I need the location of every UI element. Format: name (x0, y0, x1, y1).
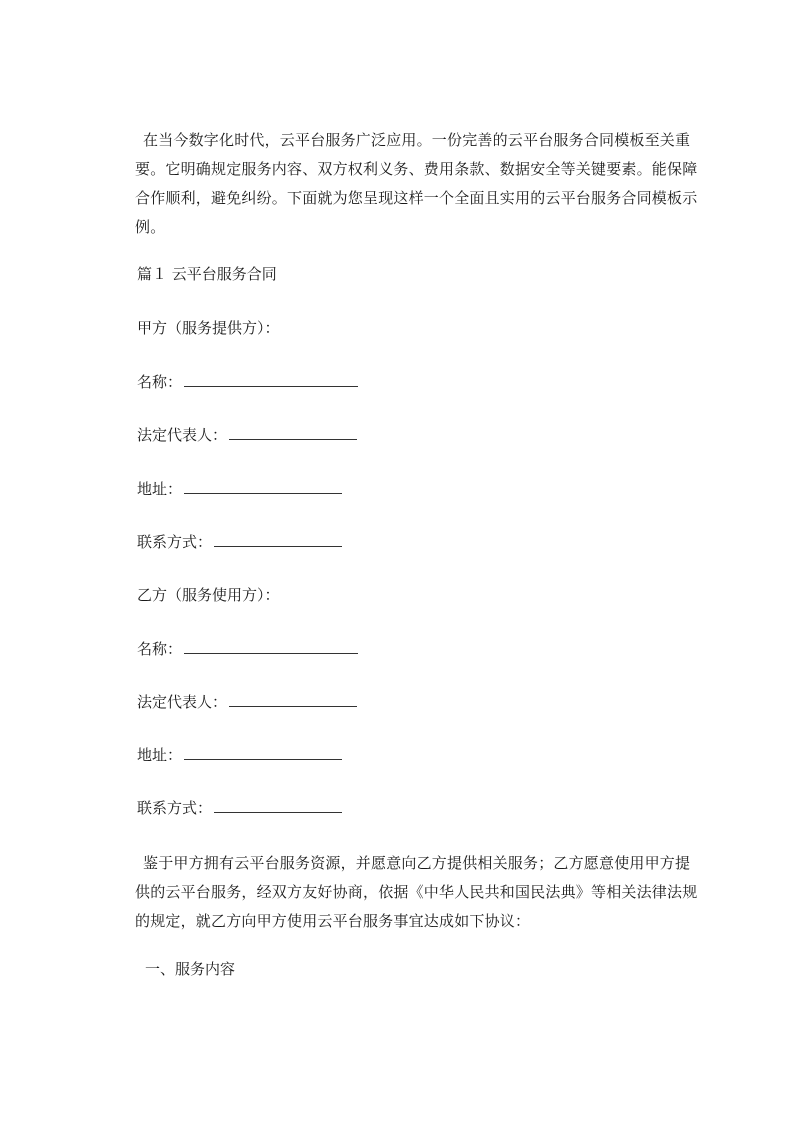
party-a-address-label: 地址： (137, 480, 183, 498)
party-b-name-row (137, 638, 358, 660)
party-a-name-row (137, 371, 358, 393)
party-b-contact-blank[interactable] (214, 798, 342, 813)
section-title: 篇１ 云平台服务合同 (137, 265, 277, 283)
party-b-address-blank[interactable] (184, 745, 342, 760)
party-a-rep-row (137, 424, 357, 446)
party-a-rep-blank[interactable] (229, 425, 357, 440)
preamble-text: 鉴于甲方拥有云平台服务资源，并愿意向乙方提供相关服务；乙方愿意使用甲方提供的云平台服务，经双方友好协商，依据《中华人民共和国民法典》等相关法律法规的规定，就乙方向甲方使用云平台服务事宜达成如下协议： (135, 854, 698, 930)
party-a-contact-label: 联系方式： (137, 533, 213, 551)
preamble-paragraph (135, 849, 705, 936)
party-b-name-blank[interactable] (184, 639, 358, 654)
party-a-address-blank[interactable] (184, 479, 342, 494)
party-a-address-row (137, 478, 342, 500)
intro-text: 在当今数字化时代，云平台服务广泛应用。一份完善的云平台服务合同模板至关重要。它明确规定服务内容、双方权利义务、费用条款、数据安全等关键要素。能保障合作顺利，避免纠纷。下面就为您呈现这样一个全面且实用的云平台服务合同模板示例。 (135, 131, 698, 236)
party-a-rep-label: 法定代表人： (137, 426, 228, 444)
party-b-heading: 乙方（服务使用方）： (137, 586, 280, 604)
party-a-contact-blank[interactable] (214, 532, 342, 547)
party-b-name-label: 名称： (137, 640, 183, 658)
party-b-rep-label: 法定代表人： (137, 693, 228, 711)
clause-1-title: 一、服务内容 (145, 960, 236, 978)
party-b-rep-row (137, 691, 357, 713)
party-a-name-blank[interactable] (184, 372, 358, 387)
party-b-rep-blank[interactable] (229, 692, 357, 707)
party-b-contact-label: 联系方式： (137, 799, 213, 817)
party-a-heading: 甲方（服务提供方）： (137, 319, 280, 337)
party-a-contact-row (137, 531, 342, 553)
party-b-address-row (137, 744, 342, 766)
party-b-address-label: 地址： (137, 746, 183, 764)
party-a-name-label: 名称： (137, 373, 183, 391)
party-b-contact-row (137, 797, 342, 819)
intro-paragraph (135, 126, 705, 242)
